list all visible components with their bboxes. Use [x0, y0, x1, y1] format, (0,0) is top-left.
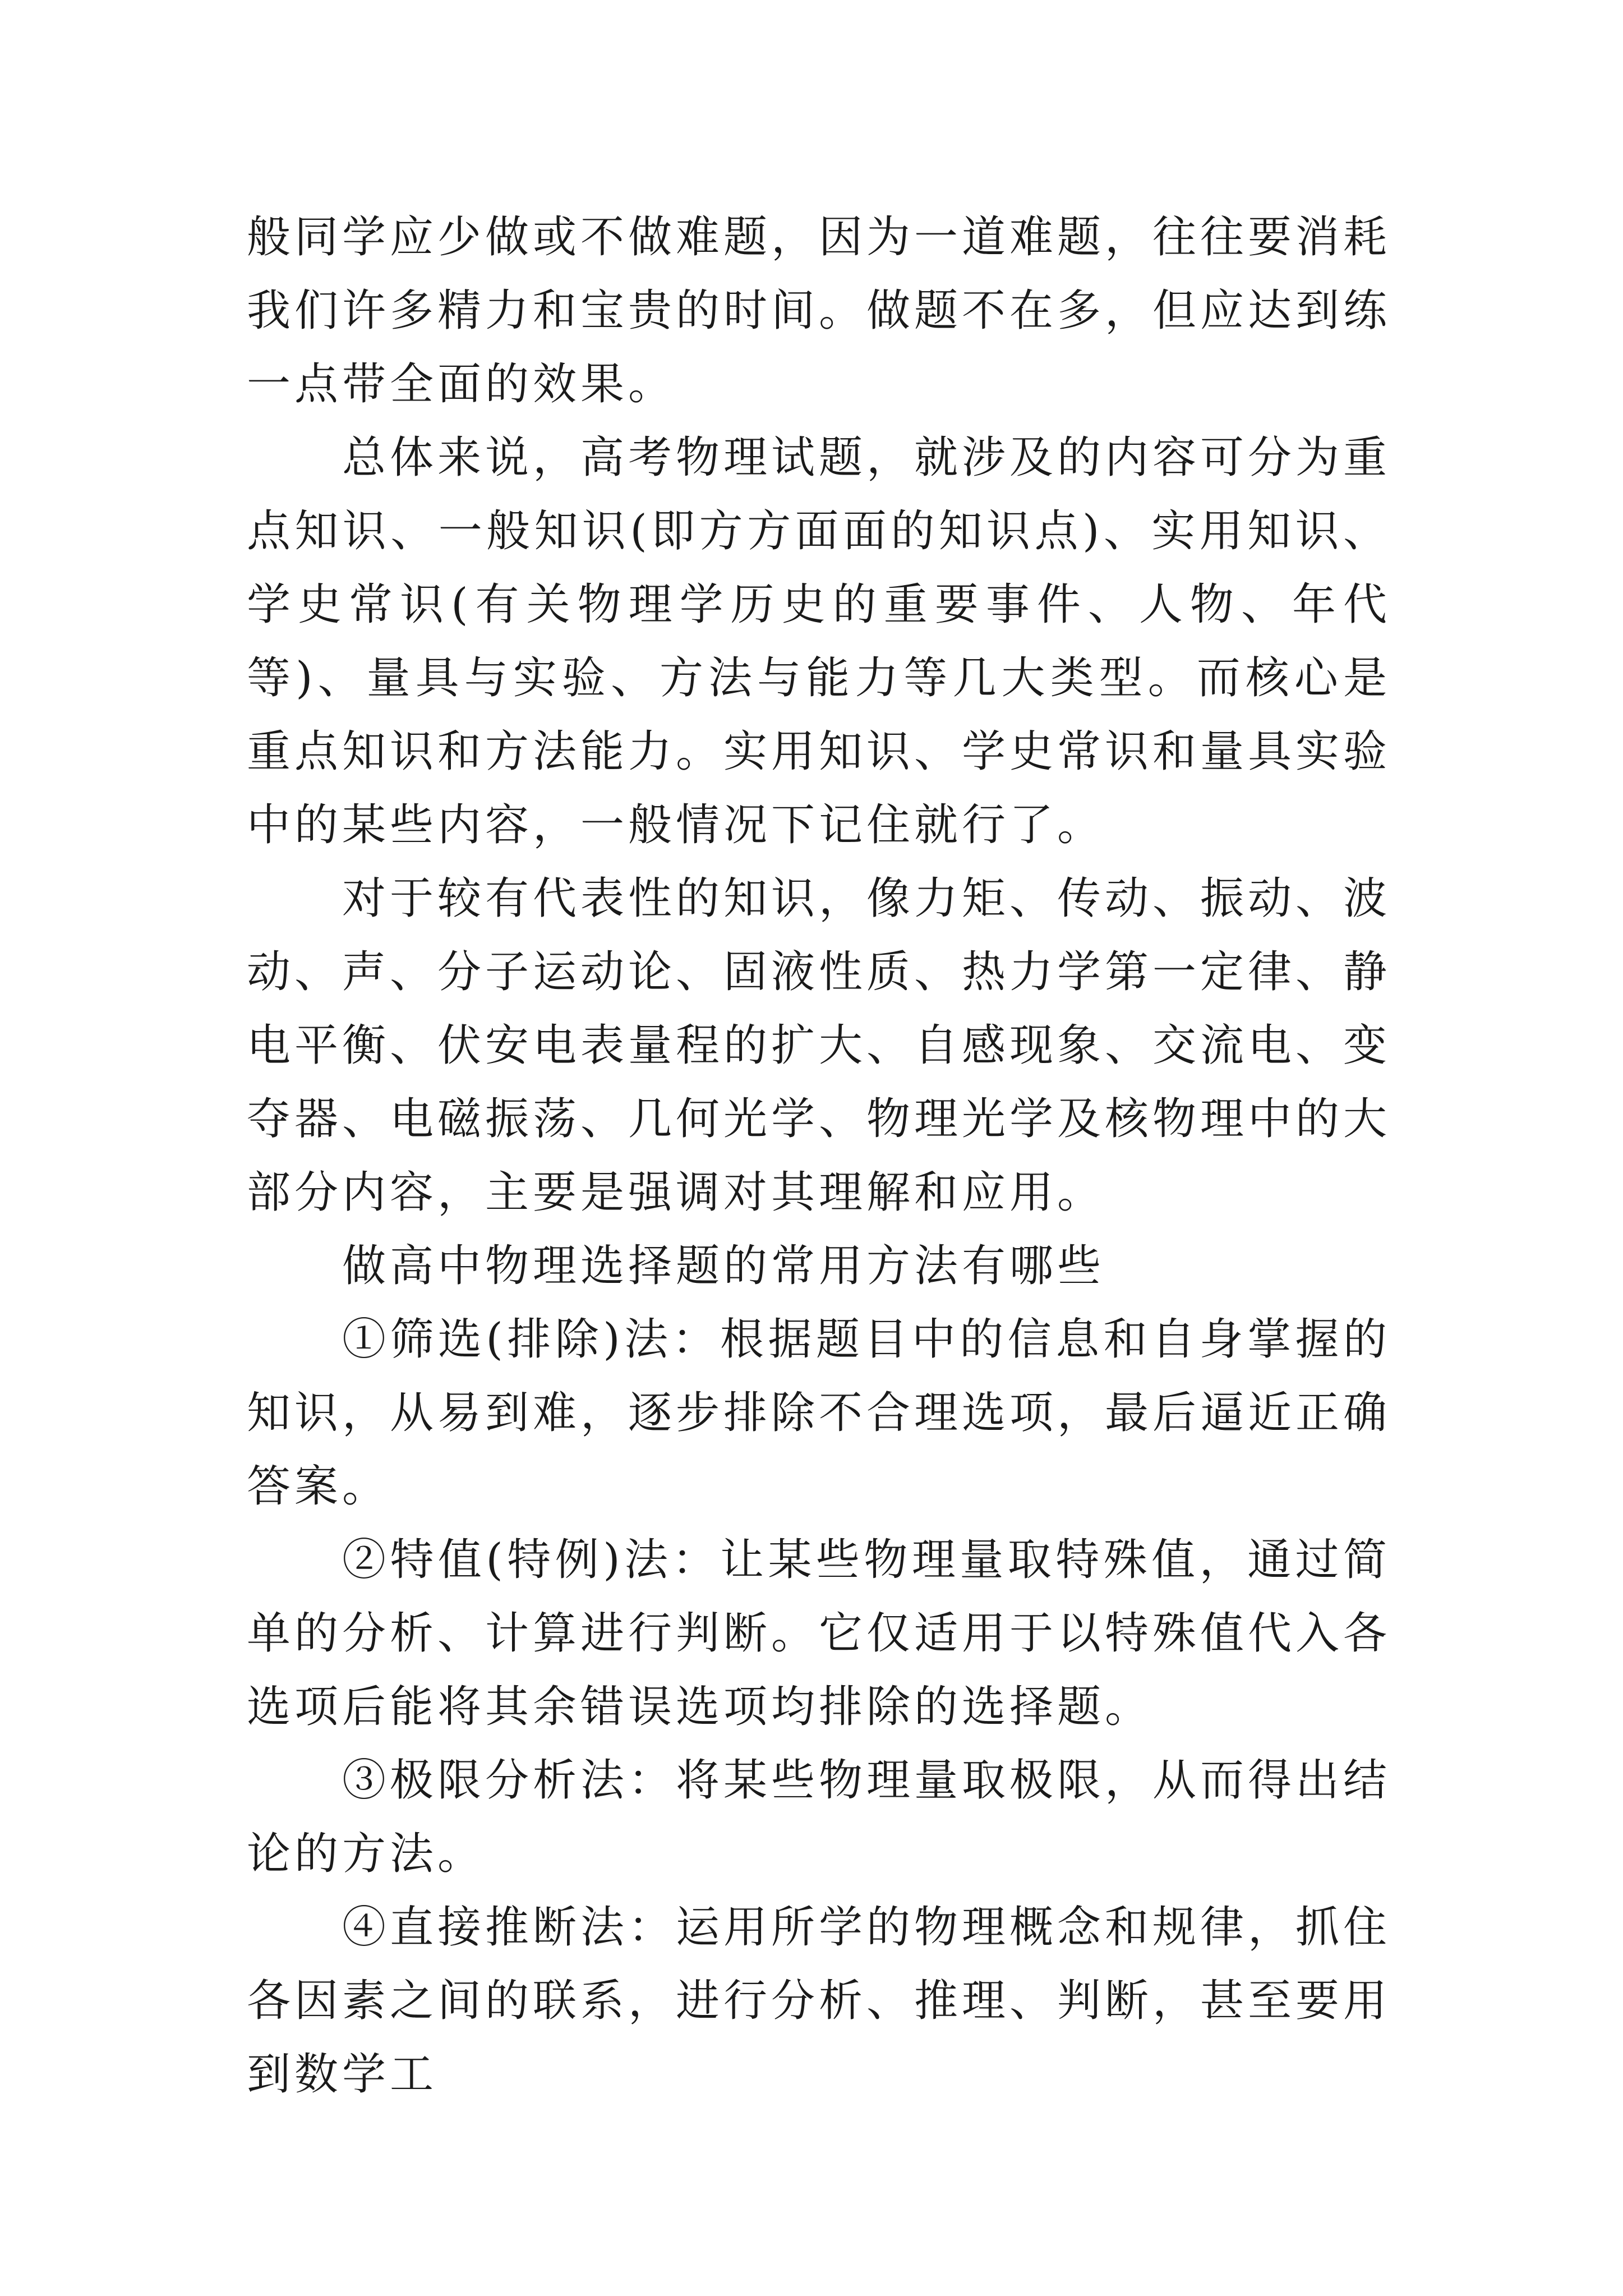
- method-item-limit-analysis: ③极限分析法：将某些物理量取极限，从而得出结论的方法。: [247, 1755, 1391, 1879]
- section-heading-choice-methods: 做高中物理选择题的常用方法有哪些: [342, 1241, 1105, 1291]
- paragraph-continuation: 般同学应少做或不做难题，因为一道难题，往往要消耗我们许多精力和宝贵的时间。做题不在多，但应达到练一点带全面的效果。: [247, 212, 1391, 409]
- paragraph-exam-content-types: 总体来说，高考物理试题，就涉及的内容可分为重点知识、一般知识(即方方面面的知识点)、实用知识、学史常识(有关物理学历史的重要事件、人物、年代等)、量具与实验、方法与能力等几大类型。而核心是重点知识和方法能力。实用知识、学史常识和量具实验中的某些内容，一般情况下记住就行了。: [247, 432, 1391, 850]
- method-item-elimination: ①筛选(排除)法：根据题目中的信息和自身掌握的知识，从易到难，逐步排除不合理选项，最后逼近正确答案。: [247, 1314, 1391, 1512]
- method-item-direct-inference: ④直接推断法：运用所学的物理概念和规律，抓住各因素之间的联系，进行分析、推理、判断，甚至要用到数学工: [247, 1902, 1391, 2100]
- method-item-special-value: ②特值(特例)法：让某些物理量取特殊值，通过简单的分析、计算进行判断。它仅适用于以特殊值代入各选项后能将其余错误选项均排除的选择题。: [247, 1535, 1391, 1732]
- paragraph-representative-knowledge: 对于较有代表性的知识，像力矩、传动、振动、波动、声、分子运动论、固液性质、热力学第一定律、静电平衡、伏安电表量程的扩大、自感现象、交流电、变夺器、电磁振荡、几何光学、物理光学及核物理中的大部分内容，主要是强调对其理解和应用。: [247, 873, 1391, 1218]
- document-body: [247, 201, 1391, 2111]
